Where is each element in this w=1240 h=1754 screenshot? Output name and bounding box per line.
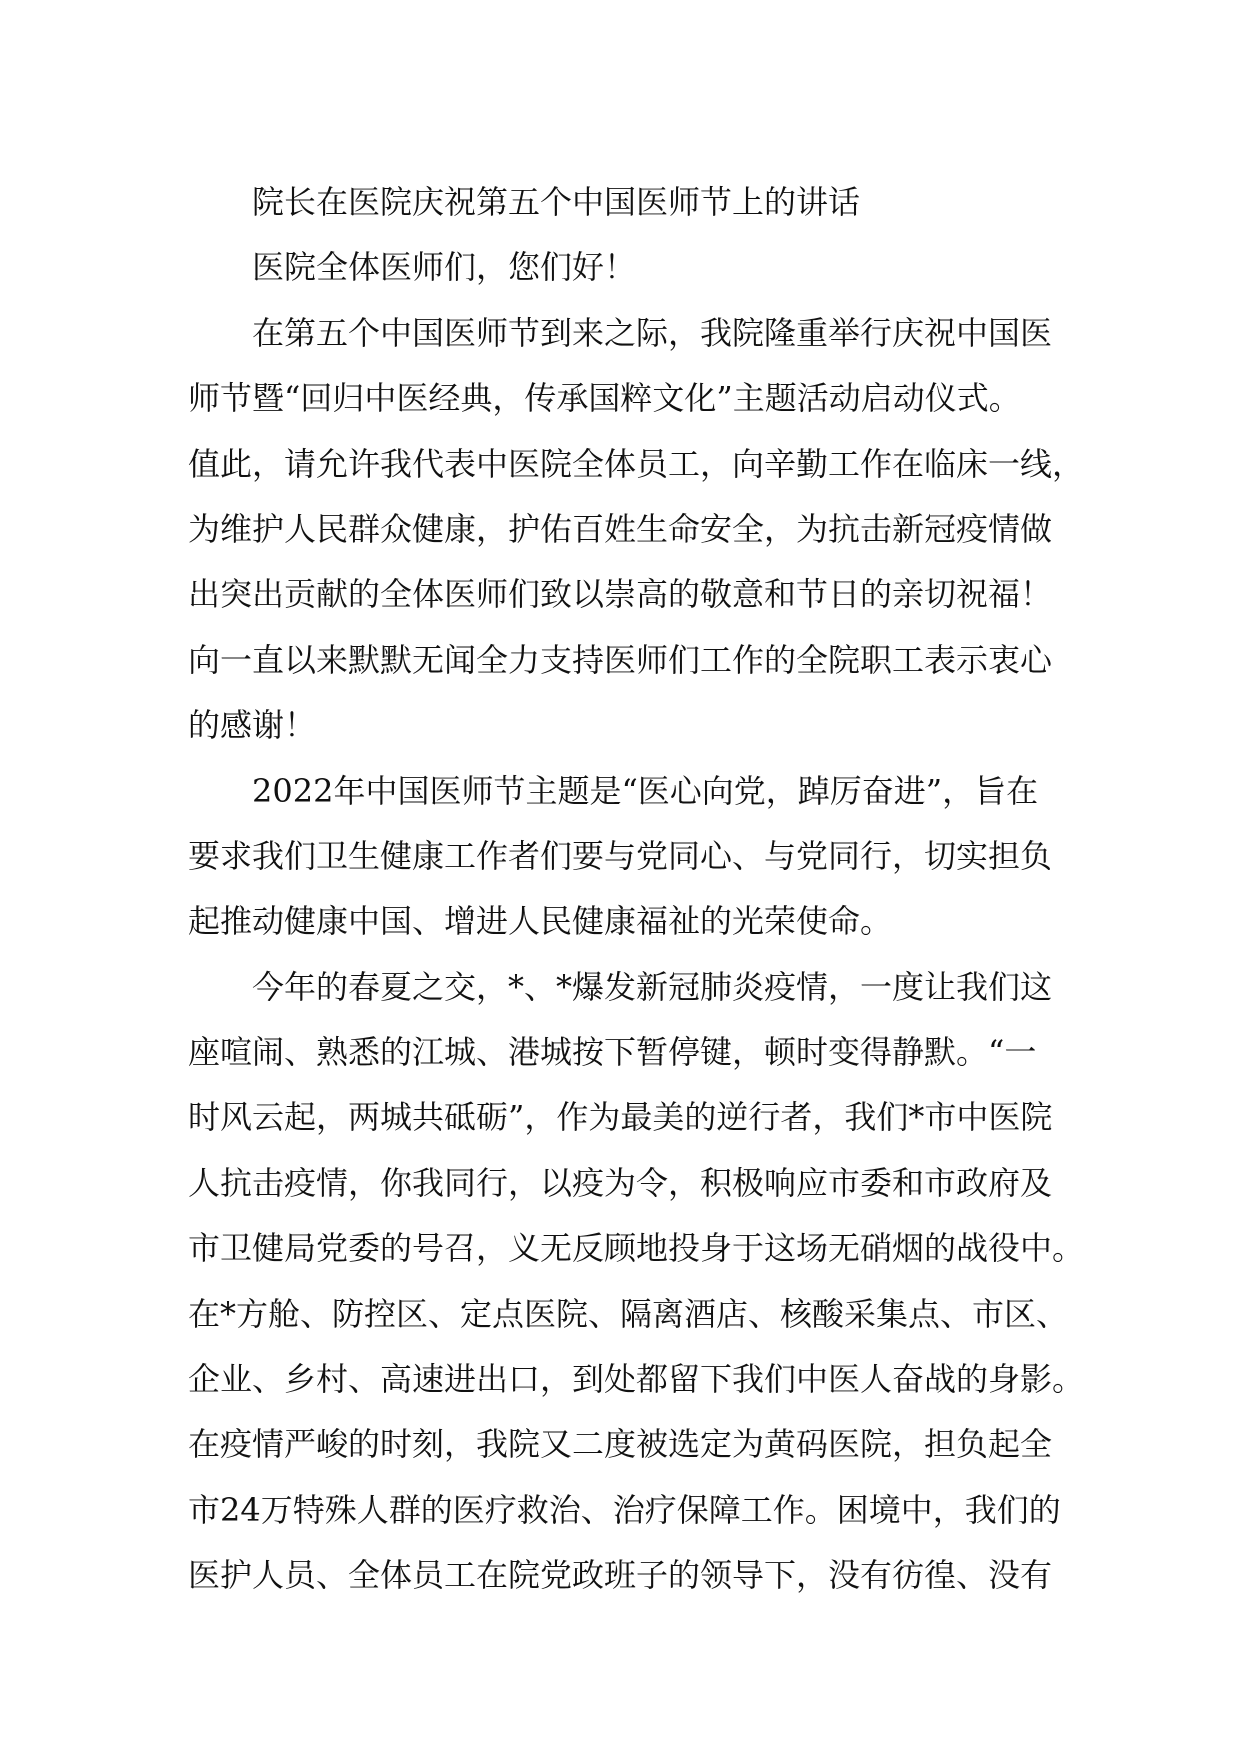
paragraph-3-line-7: 企业、乡村、高速进出口，到处都留下我们中医人奋战的身影。 (188, 1360, 1085, 1399)
paragraph-3-line-8: 在疫情严峻的时刻，我院又二度被选定为黄码医院，担负起全 (188, 1425, 1053, 1464)
salutation: 医院全体医师们，您们好！ (252, 248, 637, 287)
paragraph-3-line-1: 今年的春夏之交，*、*爆发新冠肺炎疫情，一度让我们这 (252, 967, 1053, 1006)
paragraph-1-line-1: 在第五个中国医师节到来之际，我院隆重举行庆祝中国医 (252, 313, 1053, 352)
paragraph-2-line-3: 起推动健康中国、增进人民健康福祉的光荣使命。 (188, 902, 893, 941)
paragraph-1-line-2: 师节暨“回归中医经典，传承国粹文化”主题活动启动仪式。 (188, 379, 1021, 418)
paragraph-2-line-1: 2022年中国医师节主题是“医心向党，踔厉奋进”，旨在 (252, 771, 1039, 810)
paragraph-1-line-7: 的感谢！ (188, 706, 317, 745)
paragraph-1-line-4: 为维护人民群众健康，护佑百姓生命安全，为抗击新冠疫情做 (188, 509, 1053, 548)
paragraph-3-line-3: 时风云起，两城共砥砺”，作为最美的逆行者，我们*市中医院 (188, 1098, 1053, 1137)
paragraph-3-line-6: 在*方舱、防控区、定点医院、隔离酒店、核酸采集点、市区、 (188, 1294, 1069, 1333)
paragraph-1-line-3: 值此，请允许我代表中医院全体员工，向辛勤工作在临床一线， (188, 444, 1085, 483)
paragraph-3-line-9: 市24万特殊人群的医疗救治、治疗保障工作。困境中，我们的 (188, 1490, 1061, 1529)
paragraph-3-line-10: 医护人员、全体员工在院党政班子的领导下，没有彷徨、没有 (188, 1556, 1053, 1595)
paragraph-3-line-2: 座喧闹、熟悉的江城、港城按下暂停键，顿时变得静默。“一 (188, 1033, 1037, 1072)
speech-body (188, 170, 1088, 1609)
paragraph-1-line-6: 向一直以来默默无闻全力支持医师们工作的全院职工表示衷心 (188, 640, 1053, 679)
paragraph-2-line-2: 要求我们卫生健康工作者们要与党同心、与党同行，切实担负 (188, 836, 1053, 875)
paragraph-3-line-5: 市卫健局党委的号召，义无反顾地投身于这场无硝烟的战役中。 (188, 1229, 1085, 1268)
paragraph-3-line-4: 人抗击疫情，你我同行，以疫为令，积极响应市委和市政府及 (188, 1163, 1053, 1202)
speech-title: 院长在医院庆祝第五个中国医师节上的讲话 (252, 183, 861, 221)
paragraph-1-line-5: 出突出贡献的全体医师们致以崇高的敬意和节日的亲切祝福！ (188, 575, 1053, 614)
